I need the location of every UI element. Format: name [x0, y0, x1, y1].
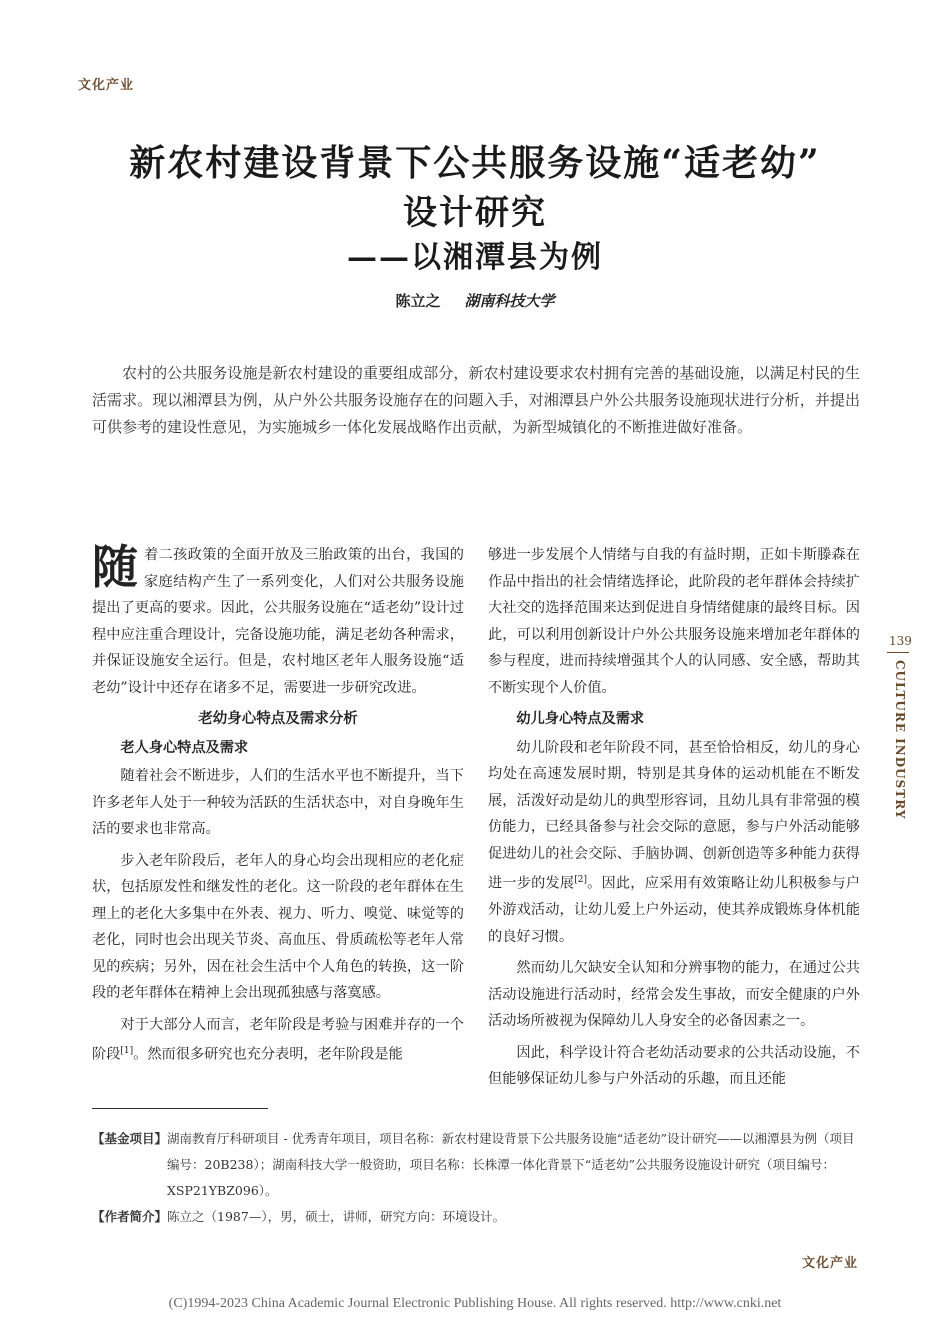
author-name: 陈立之	[395, 292, 441, 310]
funding-note	[92, 1126, 862, 1204]
paragraph: 然而幼儿欠缺安全认知和分辨事物的能力，在通过公共活动设施进行活动时，经常会发生事故，而安全健康的户外活动场所被视为保障幼儿人身安全的必备因素之一。	[488, 960, 860, 1030]
funding-text: 湖南教育厅科研项目 - 优秀青年项目，项目名称：新农村建设背景下公共服务设施“适老幼”设计研究——以湘潭县为例（项目编号：20B238）；湖南科技大学一般资助，项目名称：长株潭一体化背景下“适老幼”公共服务设施设计研究（项目编号：XSP21YBZ096）。	[167, 1131, 855, 1198]
section-heading: 老幼身心特点及需求分析	[198, 710, 358, 727]
title-line-2: 设计研究	[403, 193, 547, 233]
byline	[0, 290, 950, 311]
author-bio-label: 【作者简介】	[92, 1209, 168, 1224]
paragraph-text: 对于大部分人而言，老年阶段是考验与困难并存的一个阶段	[92, 1016, 464, 1063]
paragraph	[92, 1012, 464, 1069]
paragraph: 够进一步发展个人情绪与自我的有益时期，正如卡斯滕森在作品中指出的社会情绪选择论，此阶段的老年群体会持续扩大社交的选择范围来达到促进自身情绪健康的最终目标。因此，可以利用创新设计户外公共服务设施来增加老年群体的参与程度，进而持续增强其个人的认同感、安全感，帮助其不断实现个人价值。	[488, 547, 860, 696]
left-column	[92, 542, 464, 1073]
citation-ref: [1]	[120, 1046, 134, 1056]
abstract: 农村的公共服务设施是新农村建设的重要组成部分，新农村建设要求农村拥有完善的基础设施，以满足村民的生活需求。现以湘潭县为例，从户外公共服务设施存在的问题入手，对湘潭县户外公共服务设施现状进行分析，并提出可供参考的建设性意见，为实施城乡一体化发展战略作出贡献，为新型城镇化的不断推进做好准备。	[92, 364, 860, 436]
author-bio-text: 陈立之（1987—），男，硕士，讲师，研究方向：环境设计。	[167, 1209, 506, 1224]
journal-side-label: CULTURE INDUSTRY	[893, 660, 907, 820]
footnote-divider	[92, 1108, 268, 1109]
page-number: 139	[889, 634, 912, 648]
subheading-children: 幼儿身心特点及需求	[516, 711, 645, 727]
right-column	[488, 542, 860, 1098]
paragraph	[488, 735, 860, 951]
footer-section-tag: 文化产业	[801, 1256, 858, 1271]
author-note	[92, 1204, 862, 1230]
footnotes	[92, 1126, 862, 1230]
intro-text: 着二孩政策的全面开放及三胎政策的出台，我国的家庭结构产生了一系列变化，人们对公共服务设施提出了更高的要求。因此，公共服务设施在“适老幼”设计过程中应注重合理设计，完备设施功能，满足老幼各种需求，并保证设施安全运行。但是，农村地区老年人服务设施“适老幼”设计中还存在诸多不足，需要进一步研究改进。	[92, 547, 464, 696]
funding-label: 【基金项目】	[92, 1131, 168, 1146]
subheading-elderly: 老人身心特点及需求	[120, 739, 249, 756]
paragraph: 随着社会不断进步，人们的生活水平也不断提升，当下许多老年人处于一种较为活跃的生活状态中，对自身晚年生活的要求也非常高。	[92, 768, 464, 837]
copyright-notice: (C)1994-2023 China Academic Journal Electronic Publishing House. All rights reserved. http://www.cnki.net	[168, 1296, 782, 1311]
side-divider	[887, 652, 909, 653]
title-line-1: 新农村建设背景下公共服务设施“适老幼”	[129, 142, 821, 184]
paragraph-text: 。然而很多研究也充分表明，老年阶段是能	[133, 1046, 403, 1063]
paragraph-text: 幼儿阶段和老年阶段不同，甚至恰恰相反，幼儿的身心均处在高速发展时期，特别是其身体的运动机能在不断发展，活泼好动是幼儿的典型形容词，且幼儿具有非常强的模仿能力，已经具备参与社会交际的意愿，参与户外活动能够促进幼儿的社会交际、手脑协调、创新创造等多种能力获得进一步的发展	[488, 739, 860, 892]
paragraph: 步入老年阶段后，老年人的身心均会出现相应的老化症状，包括原发性和继发性的老化。这一阶段的老年群体在生理上的老化大多集中在外表、视力、听力、嗅觉、味觉等的老化，同时也会出现关节炎、高血压、骨质疏松等老年人常见的疾病；另外，因在社会生活中个人角色的转换，这一阶段的老年群体在精神上会出现孤独感与落寞感。	[92, 852, 464, 1001]
paragraph: 因此，科学设计符合老幼活动要求的公共活动设施，不但能够保证幼儿参与户外活动的乐趣，而且还能	[488, 1044, 860, 1088]
dropcap: 随	[92, 540, 138, 594]
section-tag: 文化产业	[78, 78, 135, 93]
paragraph-text: 。因此，应采用有效策略让幼儿积极参与户外游戏活动，让幼儿爱上户外运动，使其养成锻炼身体机能的良好习惯。	[488, 875, 860, 945]
intro-paragraph	[92, 542, 464, 701]
subtitle: ——以湘潭县为例	[347, 240, 603, 275]
citation-ref: [2]	[574, 875, 587, 885]
author-affiliation: 湖南科技大学	[464, 292, 555, 310]
